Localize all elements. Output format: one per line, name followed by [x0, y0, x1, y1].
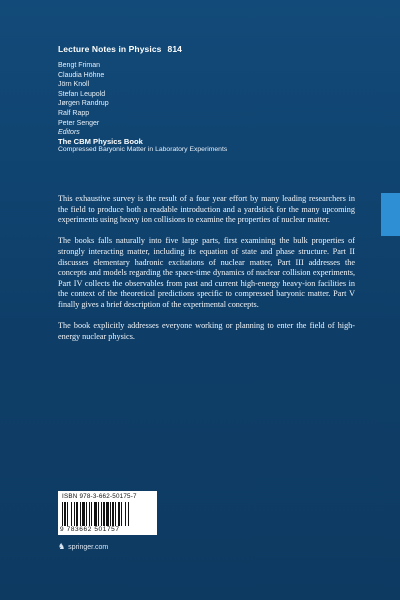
editor-name: Peter Senger [58, 119, 100, 127]
book-subtitle: Compressed Baryonic Matter in Laboratory Experiments [58, 146, 228, 153]
series-line [58, 44, 182, 54]
editor-name: Stefan Leupold [58, 90, 106, 98]
editor-name: Claudia Höhne [58, 71, 105, 79]
book-title: The CBM Physics Book [58, 137, 143, 146]
editor-name: Bengt Friman [58, 62, 101, 69]
blurb-paragraph: The books falls naturally into five large parts, first examining the bulk properties of strongly interacting matter, including its equation of state and phase structure. Part II discusses elementary hadronic excitations of nuclear matter, Part III addresses the concepts and models regarding the space-time dynamics of nuclear collision experiments, Part IV collects the observables from past and current high-energy heavy-ion facilities in the context of the theoretical predictions specific to compressed baryonic matter. Part V finally gives a brief description of the experimental concepts. [58, 236, 355, 309]
publisher-line [58, 542, 108, 551]
side-color-tab [381, 193, 400, 236]
editor-name: Jørgen Randrup [58, 100, 109, 108]
springer-horse-icon: ♞ [58, 542, 66, 551]
editors-list [58, 61, 109, 138]
barcode-box [58, 491, 157, 535]
blurb [58, 194, 355, 353]
barcode-icon [61, 502, 154, 526]
editor-name: Jörn Knoll [58, 81, 90, 89]
series-name: Lecture Notes in Physics [58, 44, 162, 54]
editors-role: Editors [58, 129, 80, 137]
series-number: 814 [167, 44, 182, 54]
editor-name: Ralf Rapp [58, 109, 90, 117]
publisher-url: springer.com [68, 544, 109, 551]
blurb-paragraph: This exhaustive survey is the result of a four year effort by many leading researchers in the field to produce both a readable introduction and a yardstick for the many upcoming experiments using heavy ion collisions to examine the properties of nuclear matter. [58, 194, 355, 225]
blurb-paragraph: The book explicitly addresses everyone working or planning to enter the field of high-energy nuclear physics. [58, 321, 355, 341]
barcode-digits: 9 783662 501757 [60, 526, 120, 533]
isbn-label: ISBN 978-3-662-50175-7 [62, 493, 137, 500]
